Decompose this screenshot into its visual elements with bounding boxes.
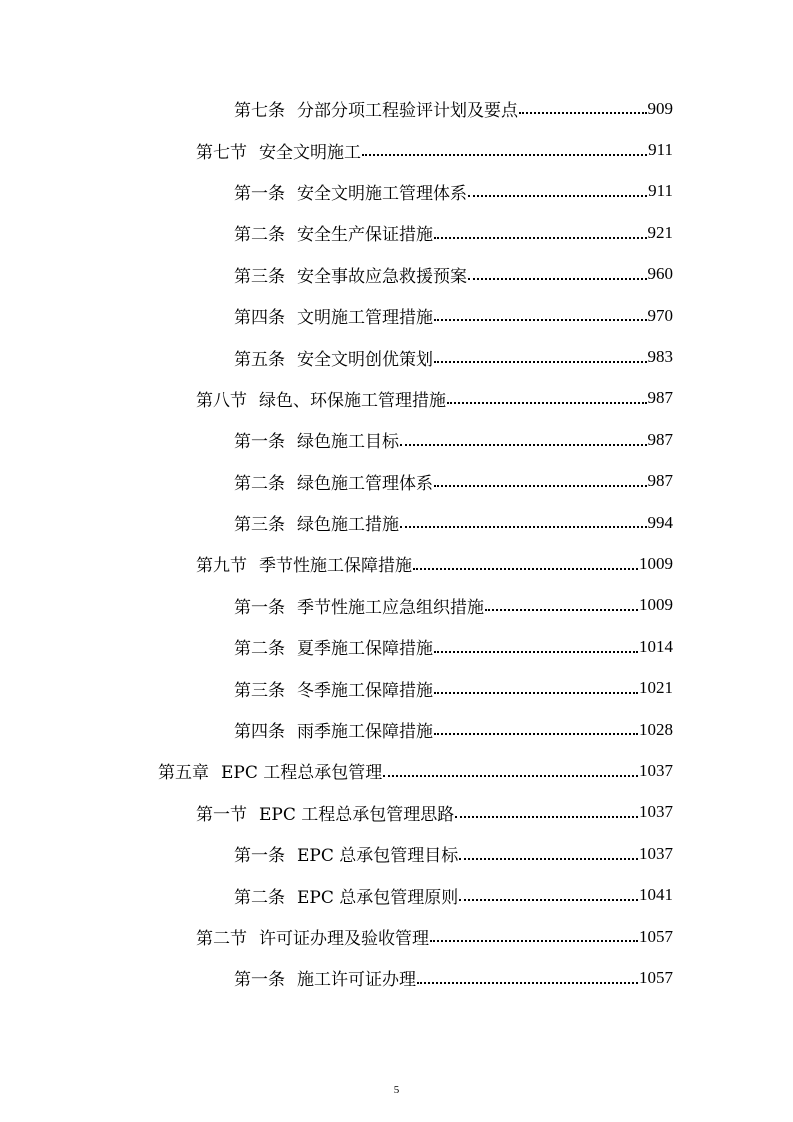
toc-title: 安全生产保证措施	[297, 225, 433, 246]
toc-entry[interactable]	[0, 88, 793, 129]
toc-entry[interactable]	[0, 129, 793, 170]
toc-entry[interactable]	[0, 916, 793, 957]
toc-page-number: 960	[647, 264, 673, 284]
dot-leader	[455, 797, 638, 819]
toc-title: 安全文明施工管理体系	[297, 183, 467, 204]
dot-leader	[400, 507, 647, 529]
toc-title: 施工许可证办理	[297, 970, 416, 991]
toc-page-number: 1037	[639, 802, 673, 822]
toc-entry[interactable]	[0, 874, 793, 915]
toc-prefix: 第五章	[158, 763, 209, 784]
toc-prefix: 第七节	[196, 142, 247, 163]
toc-title: 季节性施工应急组织措施	[297, 597, 484, 618]
dot-leader	[434, 300, 647, 322]
toc-page-number: 1037	[639, 843, 673, 863]
toc-page-number: 1009	[639, 595, 673, 615]
toc-title: 分部分项工程验评计划及要点	[297, 101, 518, 122]
toc-title: 文明施工管理措施	[297, 308, 433, 329]
toc-title: 安全事故应急救援预案	[297, 266, 467, 287]
dot-leader	[468, 176, 647, 198]
toc-entry[interactable]	[0, 336, 793, 377]
toc-title: 许可证办理及验收管理	[259, 929, 429, 949]
toc-prefix: 第二条	[234, 225, 285, 246]
toc-title: 冬季施工保障措施	[297, 680, 433, 701]
toc-title: 雨季施工保障措施	[297, 722, 433, 743]
toc-title: 绿色施工管理体系	[297, 473, 433, 494]
toc-title: EPC 总承包管理原则	[297, 887, 459, 908]
toc-prefix: 第一条	[234, 597, 285, 618]
dot-leader	[434, 631, 638, 653]
toc-title: 季节性施工保障措施	[259, 556, 412, 577]
toc-title: 绿色施工措施	[297, 515, 399, 536]
toc-title: 绿色、环保施工管理措施	[259, 390, 446, 411]
toc-prefix: 第三条	[234, 266, 285, 287]
toc-page-number: 994	[647, 512, 673, 532]
toc-entry[interactable]	[0, 378, 793, 419]
table-of-contents	[0, 88, 793, 999]
toc-entry[interactable]	[0, 833, 793, 874]
toc-page-number: 970	[647, 305, 673, 325]
toc-prefix: 第四条	[234, 308, 285, 329]
toc-prefix: 第五条	[234, 349, 285, 370]
toc-page-number: 921	[647, 222, 673, 242]
toc-page-number: 987	[647, 429, 673, 449]
dot-leader	[468, 258, 647, 280]
toc-entry[interactable]	[0, 667, 793, 708]
toc-page-number: 987	[647, 471, 673, 491]
dot-leader	[434, 672, 638, 694]
toc-entry[interactable]	[0, 792, 793, 833]
toc-entry[interactable]	[0, 585, 793, 626]
toc-title: 夏季施工保障措施	[297, 639, 433, 660]
dot-leader	[447, 383, 647, 405]
toc-prefix: 第一节	[196, 804, 247, 825]
dot-leader	[459, 879, 638, 901]
dot-leader	[362, 134, 647, 156]
toc-page-number: 1057	[639, 967, 673, 987]
toc-title: 安全文明施工	[259, 142, 361, 163]
toc-page-number: 1014	[639, 636, 673, 656]
toc-title: EPC 总承包管理目标	[297, 846, 459, 867]
toc-page-number: 1057	[639, 926, 673, 946]
toc-page-number: 909	[647, 98, 673, 118]
toc-entry[interactable]	[0, 254, 793, 295]
toc-entry[interactable]	[0, 461, 793, 502]
toc-title: 安全文明创优策划	[297, 349, 433, 370]
toc-entry[interactable]	[0, 957, 793, 998]
toc-prefix: 第二条	[234, 639, 285, 660]
toc-page-number: 987	[647, 388, 673, 408]
toc-page-number: 983	[647, 347, 673, 367]
toc-entry[interactable]	[0, 171, 793, 212]
toc-entry[interactable]	[0, 750, 793, 791]
toc-entry[interactable]	[0, 212, 793, 253]
dot-leader	[417, 962, 638, 984]
page-footer-number: 5	[393, 1084, 400, 1096]
toc-prefix: 第八节	[196, 390, 247, 411]
dot-leader	[459, 838, 638, 860]
toc-prefix: 第一条	[234, 846, 285, 867]
toc-entry[interactable]	[0, 295, 793, 336]
toc-prefix: 第九节	[196, 556, 247, 577]
dot-leader	[519, 93, 647, 115]
toc-page-number: 1009	[639, 553, 673, 573]
dot-leader	[430, 921, 638, 943]
toc-entry[interactable]	[0, 502, 793, 543]
dot-leader	[434, 714, 638, 736]
toc-page-number: 1028	[639, 719, 673, 739]
dot-leader	[400, 424, 647, 446]
toc-title: 绿色施工目标	[297, 432, 399, 453]
toc-prefix: 第七条	[234, 101, 285, 122]
dot-leader	[413, 548, 638, 570]
dot-leader	[383, 755, 638, 777]
toc-prefix: 第二节	[196, 929, 247, 949]
toc-prefix: 第三条	[234, 680, 285, 701]
toc-page-number: 911	[648, 181, 673, 201]
dot-leader	[485, 590, 638, 612]
toc-prefix: 第三条	[234, 515, 285, 536]
toc-entry[interactable]	[0, 543, 793, 584]
toc-prefix: 第二条	[234, 473, 285, 494]
toc-prefix: 第一条	[234, 432, 285, 453]
toc-prefix: 第四条	[234, 722, 285, 743]
dot-leader	[434, 465, 647, 487]
toc-prefix: 第二条	[234, 887, 285, 908]
toc-page-number: 1041	[639, 885, 673, 905]
toc-title: EPC 工程总承包管理	[221, 763, 383, 784]
toc-page-number: 911	[648, 140, 673, 160]
toc-page-number: 1037	[639, 760, 673, 780]
toc-prefix: 第一条	[234, 970, 285, 991]
toc-entry[interactable]	[0, 626, 793, 667]
dot-leader	[434, 341, 647, 363]
toc-title: EPC 工程总承包管理思路	[259, 804, 455, 825]
toc-page-number: 1021	[639, 678, 673, 698]
toc-prefix: 第一条	[234, 183, 285, 204]
dot-leader	[434, 217, 647, 239]
toc-entry[interactable]	[0, 709, 793, 750]
toc-entry[interactable]	[0, 419, 793, 460]
